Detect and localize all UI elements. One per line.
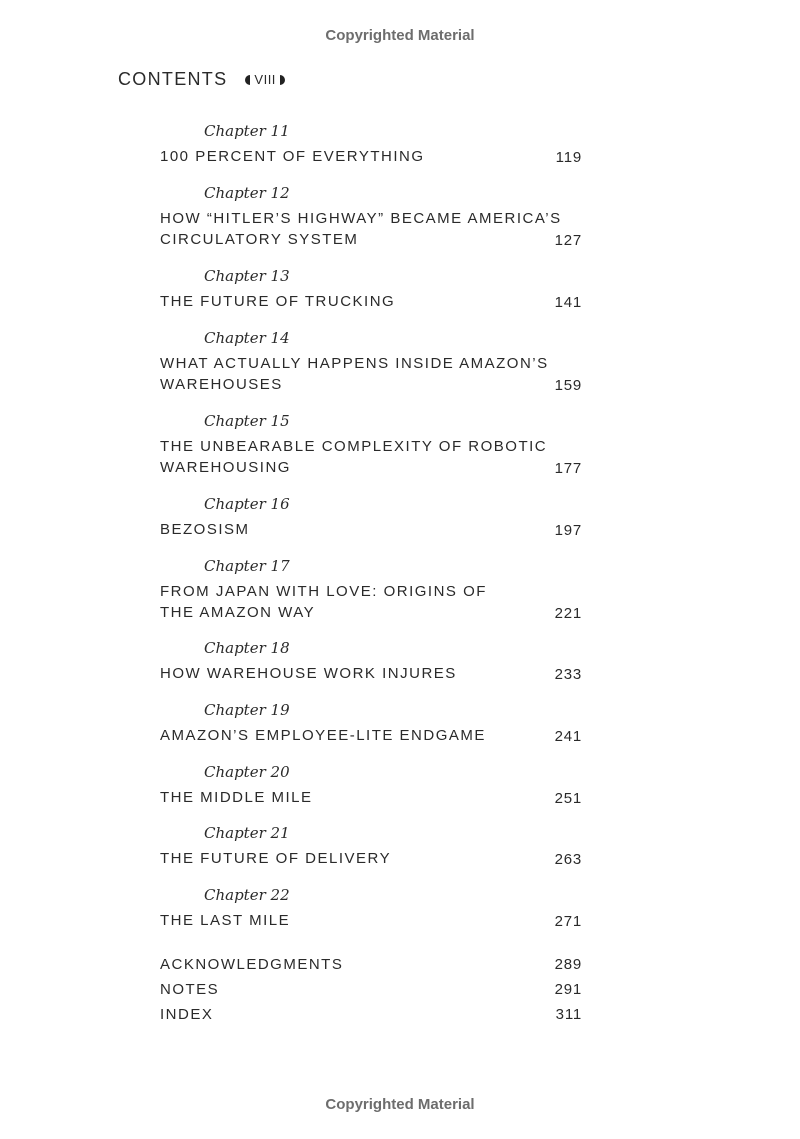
chapter-label: Chapter 13 (204, 267, 290, 285)
chapter-title[interactable] (160, 663, 457, 684)
back-matter-page-number: 291 (554, 981, 582, 998)
chapter-label: Chapter 17 (204, 557, 290, 575)
chapter-page-number: 221 (554, 605, 582, 622)
header-page-number: VIII (254, 72, 276, 87)
chapter-title-line: HOW “HITLER’S HIGHWAY” BECAME AMERICA’S (160, 210, 562, 227)
chapter-title[interactable] (160, 910, 290, 931)
chapter-title[interactable] (160, 725, 486, 746)
chapter-label: Chapter 14 (204, 329, 290, 347)
chapter-page-number: 177 (554, 460, 582, 477)
chapter-title-line: THE AMAZON WAY (160, 604, 316, 621)
chapter-title-line: HOW WAREHOUSE WORK INJURES (160, 665, 457, 682)
chapter-title[interactable] (160, 581, 487, 623)
back-matter-page-number: 311 (555, 1006, 582, 1023)
chapter-title[interactable] (160, 146, 425, 167)
chapter-label: Chapter 22 (204, 886, 290, 904)
chapter-title-line: THE UNBEARABLE COMPLEXITY OF ROBOTIC (160, 438, 548, 455)
chapter-title-line: WAREHOUSES (160, 376, 283, 393)
chapter-page-number: 271 (554, 913, 582, 930)
chapter-title-line: 100 PERCENT OF EVERYTHING (160, 148, 425, 165)
chapter-title-line: THE FUTURE OF DELIVERY (160, 850, 392, 867)
chapter-page-number: 127 (554, 232, 582, 249)
chapter-label: Chapter 20 (204, 763, 290, 781)
chapter-label: Chapter 21 (204, 824, 290, 842)
chapter-title-line: AMAZON’S EMPLOYEE-LITE ENDGAME (160, 727, 486, 744)
chapter-title-line: BEZOSISM (160, 521, 250, 538)
chapter-label: Chapter 12 (204, 184, 290, 202)
chapter-page-number: 233 (554, 666, 582, 683)
chapter-page-number: 251 (554, 790, 582, 807)
chapter-title[interactable] (160, 208, 562, 250)
chapter-title-line: WAREHOUSING (160, 459, 291, 476)
chapter-title-line: FROM JAPAN WITH LOVE: ORIGINS OF (160, 583, 487, 600)
chapter-label: Chapter 16 (204, 495, 290, 513)
back-matter-title[interactable]: INDEX (160, 1006, 214, 1023)
chapter-page-number: 119 (555, 149, 582, 166)
chapter-label: Chapter 18 (204, 639, 290, 657)
chapter-title-line: CIRCULATORY SYSTEM (160, 231, 359, 248)
chapter-page-number: 141 (554, 294, 582, 311)
chapter-label: Chapter 15 (204, 412, 290, 430)
chapter-title-line: THE LAST MILE (160, 912, 291, 929)
chapter-title[interactable] (160, 787, 313, 808)
chapter-page-number: 263 (554, 851, 582, 868)
chapter-title[interactable] (160, 519, 250, 540)
chapter-label: Chapter 11 (204, 122, 290, 140)
chapter-title-line: WHAT ACTUALLY HAPPENS INSIDE AMAZON’S (160, 355, 549, 372)
copyright-watermark-bottom: Copyrighted Material (325, 1096, 475, 1113)
chapter-title[interactable] (160, 291, 395, 312)
back-matter-page-number: 289 (554, 956, 582, 973)
chapter-title[interactable] (160, 353, 549, 395)
header-title: CONTENTS (118, 69, 228, 89)
chapter-title-line: THE MIDDLE MILE (160, 789, 313, 806)
back-matter-title[interactable]: NOTES (160, 981, 220, 998)
chapter-title[interactable] (160, 436, 547, 478)
chapter-page-number: 197 (554, 522, 582, 539)
chapter-page-number: 159 (554, 377, 582, 394)
copyright-watermark-top: Copyrighted Material (325, 27, 475, 44)
back-matter-title[interactable]: ACKNOWLEDGMENTS (160, 956, 344, 973)
chapter-title[interactable] (160, 848, 391, 869)
chapter-page-number: 241 (554, 728, 582, 745)
chapter-label: Chapter 19 (204, 701, 290, 719)
chapter-title-line: THE FUTURE OF TRUCKING (160, 293, 396, 310)
